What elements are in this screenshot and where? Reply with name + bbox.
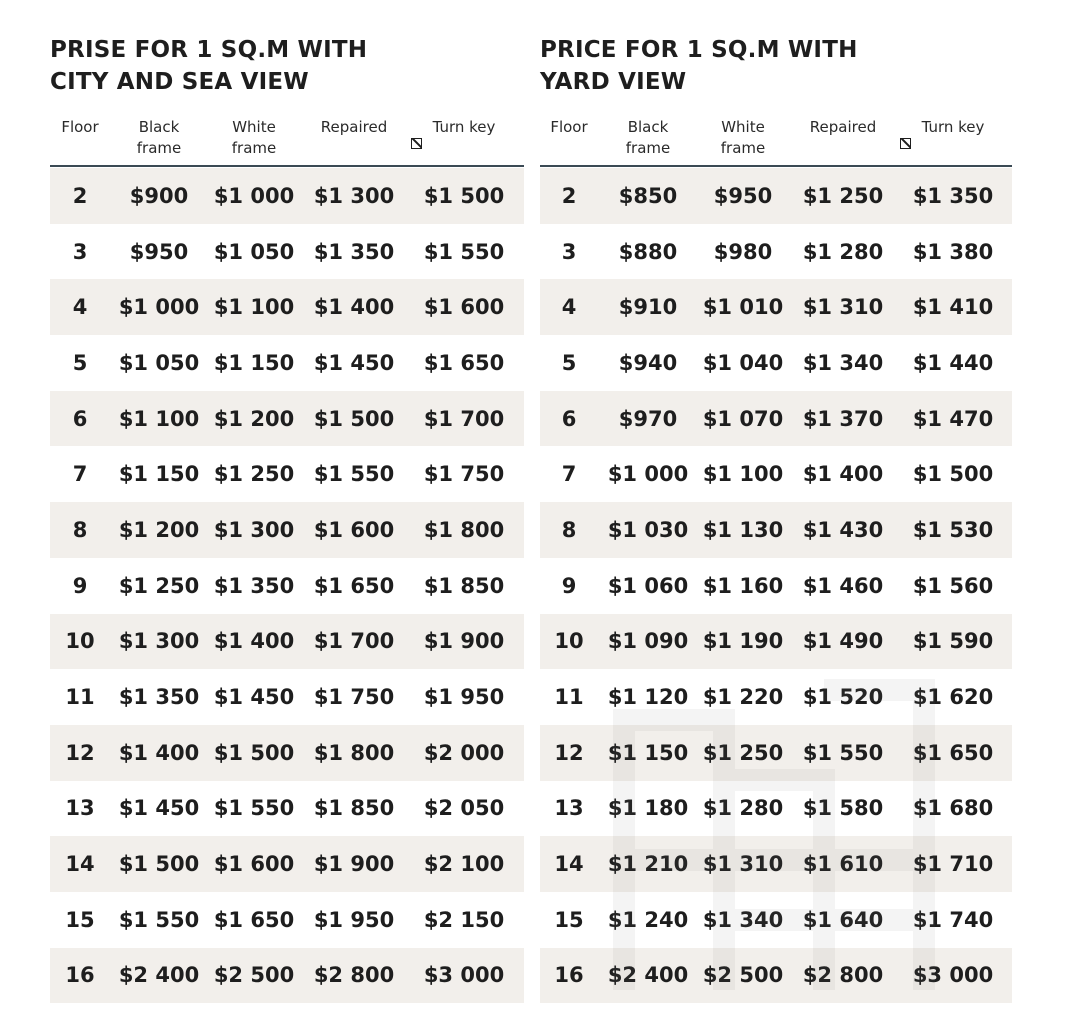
white-frame-price: $2 500 [702,963,784,988]
repaired-price: $1 450 [313,350,395,375]
white-frame-price: $1 280 [702,796,784,821]
floor-cell: 16 [554,963,584,988]
floor-cell: 11 [554,685,584,710]
white-frame-price: $1 600 [213,852,295,877]
black-frame-price: $1 120 [607,685,689,710]
repaired-price: $1 610 [802,852,884,877]
repaired-price: $1 250 [802,183,884,208]
table-row [540,669,1012,725]
floor-cell: 7 [561,462,577,487]
header-label-line: Repaired [809,118,877,136]
white-frame-price: $1 550 [213,796,295,821]
black-frame-price: $2 400 [607,963,689,988]
turn-key-price: $1 500 [912,462,994,487]
repaired-price: $1 280 [802,239,884,264]
table-row [540,446,1012,502]
white-frame-price: $950 [713,183,773,208]
table-row [540,502,1012,558]
table-row [540,279,1012,335]
black-frame-price: $1 050 [118,350,200,375]
black-frame-price: $1 350 [118,685,200,710]
table-row [50,335,524,391]
turn-key-price: $1 500 [423,183,505,208]
floor-cell: 2 [561,183,577,208]
table-row [540,391,1012,447]
turn-key-price: $1 680 [912,796,994,821]
table-body [540,168,1012,1003]
header-label-line: frame [231,139,277,157]
title-line-2: CITY AND SEA VIEW [50,69,309,95]
white-frame-price: $1 040 [702,350,784,375]
floor-cell: 3 [561,239,577,264]
table-row [50,391,524,447]
table-header [50,113,524,167]
white-frame-price: $1 400 [213,629,295,654]
repaired-price: $1 640 [802,907,884,932]
header-label-line: Black [138,118,180,136]
turn-key-price: $1 380 [912,239,994,264]
turn-key-price: $1 700 [423,406,505,431]
header-label-line: White [721,118,765,136]
black-frame-price: $940 [618,350,678,375]
repaired-price: $1 800 [313,740,395,765]
table-title [540,34,858,98]
header-label-line: White [232,118,276,136]
table-body [50,168,524,1003]
header-black-frame [109,117,209,159]
white-frame-price: $1 100 [213,295,295,320]
black-frame-price: $970 [618,406,678,431]
table-row [50,836,524,892]
turn-key-price: $1 600 [423,295,505,320]
turn-key-price: $1 530 [912,517,994,542]
white-frame-price: $1 650 [213,907,295,932]
black-frame-price: $1 240 [607,907,689,932]
floor-cell: 5 [72,350,88,375]
turn-key-price: $1 440 [912,350,994,375]
floor-cell: 13 [554,796,584,821]
black-frame-price: $1 150 [607,740,689,765]
floor-cell: 4 [72,295,88,320]
repaired-price: $1 550 [802,740,884,765]
table-row [50,446,524,502]
repaired-price: $1 490 [802,629,884,654]
header-label-line: Repaired [320,118,388,136]
table-row [50,224,524,280]
table-row [50,614,524,670]
table-row [540,725,1012,781]
table-row [50,725,524,781]
black-frame-price: $1 550 [118,907,200,932]
white-frame-price: $1 200 [213,406,295,431]
header-label-line [898,117,1008,149]
floor-cell: 15 [554,907,584,932]
white-frame-price: $1 190 [702,629,784,654]
white-frame-price: $1 150 [213,350,295,375]
turn-key-price: $1 590 [912,629,994,654]
black-frame-price: $950 [129,239,189,264]
table-row [50,781,524,837]
turn-key-price: $2 100 [423,852,505,877]
black-frame-price: $1 250 [118,573,200,598]
table-row [540,892,1012,948]
turn-key-price: $3 000 [912,963,994,988]
black-frame-price: $1 180 [607,796,689,821]
header-floor [55,117,105,138]
floor-cell: 4 [561,295,577,320]
white-frame-price: $980 [713,239,773,264]
black-frame-price: $1 030 [607,517,689,542]
header-label-line: frame [136,139,182,157]
repaired-price: $2 800 [802,963,884,988]
diagonal-box-icon [900,138,911,149]
black-frame-price: $1 060 [607,573,689,598]
floor-cell: 14 [554,852,584,877]
header-label-line [409,117,519,149]
floor-cell: 5 [561,350,577,375]
repaired-price: $1 750 [313,685,395,710]
repaired-price: $1 370 [802,406,884,431]
turn-key-price: $1 650 [423,350,505,375]
header-label-line: frame [720,139,766,157]
white-frame-price: $1 500 [213,740,295,765]
table-row [540,224,1012,280]
white-frame-price: $1 250 [213,462,295,487]
turn-key-price: $1 710 [912,852,994,877]
header-label-line: Black [627,118,669,136]
repaired-price: $1 500 [313,406,395,431]
header-repaired [793,117,893,138]
title-line-2: YARD VIEW [540,69,687,95]
table-row [540,168,1012,224]
turn-key-price: $1 560 [912,573,994,598]
title-line-1: PRICE FOR 1 SQ.M WITH [540,37,858,63]
black-frame-price: $900 [129,183,189,208]
table-row [540,335,1012,391]
white-frame-price: $1 000 [213,183,295,208]
header-black-frame [598,117,698,159]
floor-cell: 9 [72,573,88,598]
header-floor [544,117,594,138]
title-line-1: PRISE FOR 1 SQ.M WITH [50,37,368,63]
white-frame-price: $1 070 [702,406,784,431]
turn-key-price: $1 470 [912,406,994,431]
repaired-price: $1 340 [802,350,884,375]
white-frame-price: $1 340 [702,907,784,932]
turn-key-price: $1 410 [912,295,994,320]
white-frame-price: $1 350 [213,573,295,598]
repaired-price: $1 600 [313,517,395,542]
floor-cell: 13 [65,796,95,821]
white-frame-price: $1 050 [213,239,295,264]
repaired-price: $1 520 [802,685,884,710]
black-frame-price: $910 [618,295,678,320]
white-frame-price: $1 220 [702,685,784,710]
header-repaired [304,117,404,138]
repaired-price: $1 400 [802,462,884,487]
repaired-price: $1 850 [313,796,395,821]
white-frame-price: $1 100 [702,462,784,487]
floor-cell: 8 [561,517,577,542]
black-frame-price: $850 [618,183,678,208]
white-frame-price: $1 310 [702,852,784,877]
repaired-price: $1 430 [802,517,884,542]
header-label-line: Floor [550,118,588,136]
black-frame-price: $1 200 [118,517,200,542]
table-row [50,892,524,948]
turn-key-price: $1 740 [912,907,994,932]
repaired-price: $1 950 [313,907,395,932]
floor-cell: 12 [554,740,584,765]
white-frame-price: $1 130 [702,517,784,542]
turn-key-price: $1 750 [423,462,505,487]
turn-key-price: $1 900 [423,629,505,654]
black-frame-price: $2 400 [118,963,200,988]
floor-cell: 6 [72,406,88,431]
table-row [50,558,524,614]
header-turn-key [409,117,519,149]
floor-cell: 9 [561,573,577,598]
table-row [50,168,524,224]
turn-key-price: $1 350 [912,183,994,208]
table-row [50,669,524,725]
repaired-price: $1 700 [313,629,395,654]
table-row [50,502,524,558]
table-row [50,948,524,1004]
floor-cell: 11 [65,685,95,710]
table-row [540,781,1012,837]
table-row [540,558,1012,614]
turn-key-price: $1 650 [912,740,994,765]
black-frame-price: $1 400 [118,740,200,765]
turn-key-price: $2 050 [423,796,505,821]
repaired-price: $1 350 [313,239,395,264]
repaired-price: $1 460 [802,573,884,598]
header-label-text: Turn key [432,118,496,136]
repaired-price: $1 650 [313,573,395,598]
white-frame-price: $2 500 [213,963,295,988]
floor-cell: 8 [72,517,88,542]
white-frame-price: $1 450 [213,685,295,710]
black-frame-price: $1 090 [607,629,689,654]
header-white-frame [204,117,304,159]
black-frame-price: $1 150 [118,462,200,487]
repaired-price: $1 550 [313,462,395,487]
repaired-price: $1 580 [802,796,884,821]
white-frame-price: $1 010 [702,295,784,320]
repaired-price: $1 400 [313,295,395,320]
floor-cell: 3 [72,239,88,264]
floor-cell: 2 [72,183,88,208]
black-frame-price: $1 210 [607,852,689,877]
floor-cell: 7 [72,462,88,487]
floor-cell: 16 [65,963,95,988]
table-row [540,614,1012,670]
repaired-price: $1 310 [802,295,884,320]
floor-cell: 15 [65,907,95,932]
turn-key-price: $1 550 [423,239,505,264]
turn-key-price: $1 800 [423,517,505,542]
black-frame-price: $1 000 [607,462,689,487]
floor-cell: 12 [65,740,95,765]
white-frame-price: $1 250 [702,740,784,765]
turn-key-price: $1 950 [423,685,505,710]
table-row [540,836,1012,892]
header-turn-key [898,117,1008,149]
diagonal-box-icon [411,138,422,149]
black-frame-price: $1 100 [118,406,200,431]
white-frame-price: $1 300 [213,517,295,542]
turn-key-price: $3 000 [423,963,505,988]
black-frame-price: $1 500 [118,852,200,877]
white-frame-price: $1 160 [702,573,784,598]
table-header [540,113,1012,167]
header-label-line: Floor [61,118,99,136]
black-frame-price: $1 000 [118,295,200,320]
turn-key-price: $2 150 [423,907,505,932]
floor-cell: 10 [554,629,584,654]
black-frame-price: $880 [618,239,678,264]
header-label-line: frame [625,139,671,157]
turn-key-price: $1 620 [912,685,994,710]
floor-cell: 14 [65,852,95,877]
floor-cell: 6 [561,406,577,431]
turn-key-price: $2 000 [423,740,505,765]
header-label-text: Turn key [921,118,985,136]
table-row [50,279,524,335]
repaired-price: $2 800 [313,963,395,988]
repaired-price: $1 900 [313,852,395,877]
table-title [50,34,367,98]
turn-key-price: $1 850 [423,573,505,598]
black-frame-price: $1 450 [118,796,200,821]
floor-cell: 10 [65,629,95,654]
header-white-frame [693,117,793,159]
table-row [540,948,1012,1004]
black-frame-price: $1 300 [118,629,200,654]
repaired-price: $1 300 [313,183,395,208]
